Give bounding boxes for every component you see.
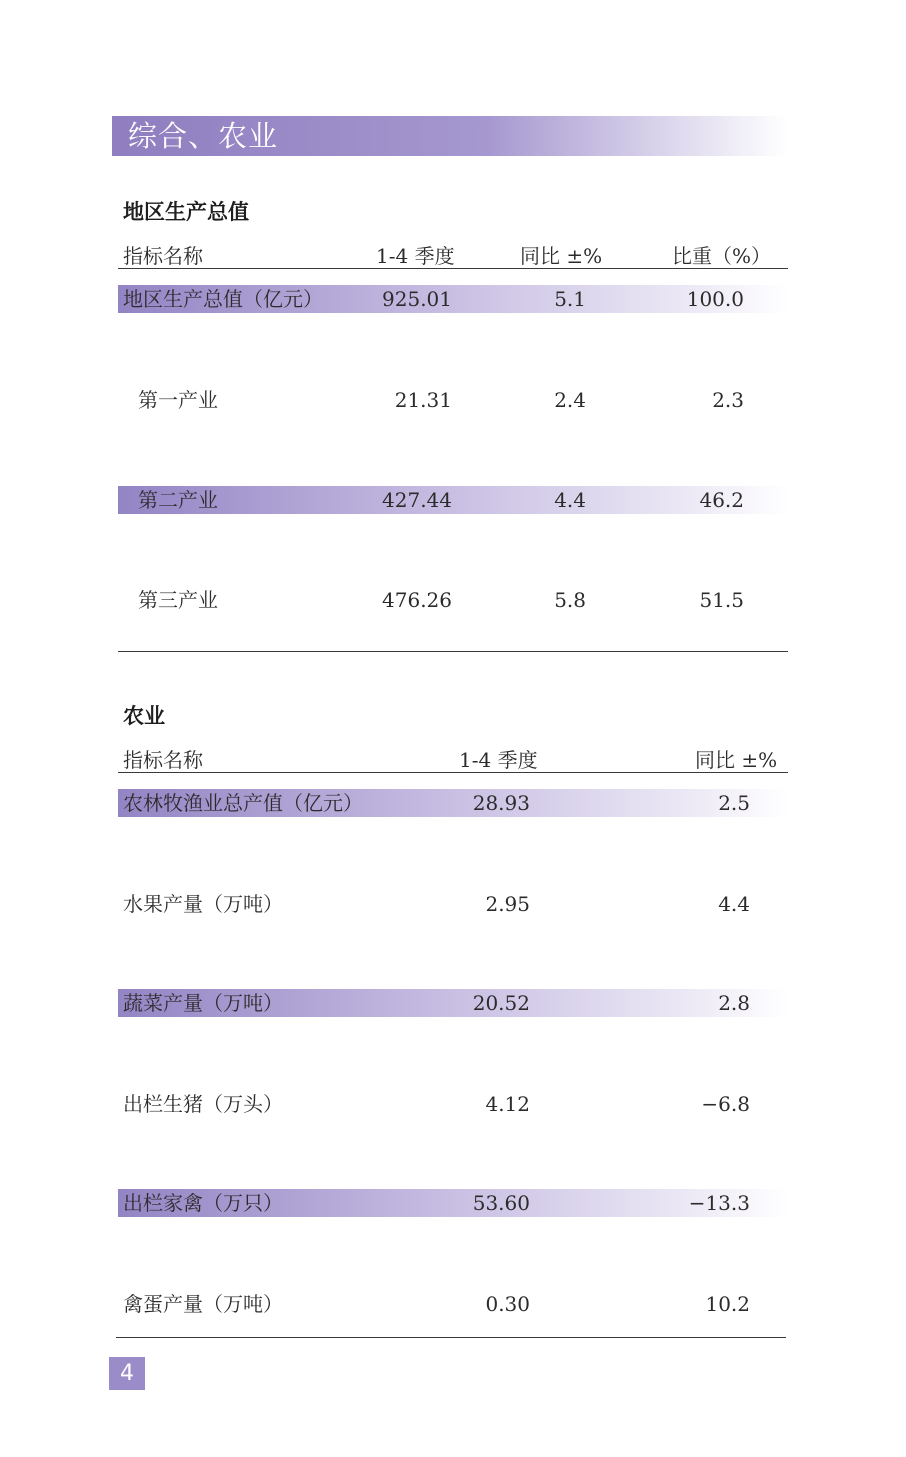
row-yoy: 5.1 xyxy=(554,287,586,311)
agri-header-yoy: 同比 ±% xyxy=(695,748,778,772)
agri-bottom-rule xyxy=(116,1337,786,1338)
table-row xyxy=(118,586,788,614)
row-yoy: −6.8 xyxy=(701,1092,750,1116)
section-title: 综合、农业 xyxy=(128,119,279,153)
row-value: 4.12 xyxy=(485,1092,530,1116)
gdp-header-period: 1-4 季度 xyxy=(376,244,455,268)
row-name: 水果产量（万吨） xyxy=(123,892,283,916)
table-row xyxy=(118,1189,788,1217)
page-number: 4 xyxy=(109,1357,145,1390)
row-name: 禽蛋产量（万吨） xyxy=(123,1292,283,1316)
row-yoy: 5.8 xyxy=(554,588,586,612)
row-name: 第三产业 xyxy=(138,588,218,612)
row-yoy: 2.5 xyxy=(718,791,750,815)
row-yoy: 4.4 xyxy=(554,488,586,512)
gdp-bottom-rule xyxy=(118,651,788,652)
row-name: 蔬菜产量（万吨） xyxy=(123,991,283,1015)
table-row xyxy=(118,1090,788,1118)
row-value: 21.31 xyxy=(394,388,452,412)
section-banner xyxy=(112,116,788,156)
row-value: 28.93 xyxy=(472,791,530,815)
agri-table-title: 农业 xyxy=(123,704,165,728)
table-row xyxy=(118,285,788,313)
row-value: 0.30 xyxy=(485,1292,530,1316)
row-share: 2.3 xyxy=(712,388,744,412)
gdp-header-rule xyxy=(118,268,788,269)
table-row xyxy=(118,386,788,414)
row-yoy: 2.8 xyxy=(718,991,750,1015)
table-row xyxy=(118,890,788,918)
row-yoy: 2.4 xyxy=(554,388,586,412)
row-value: 2.95 xyxy=(485,892,530,916)
agri-header-name: 指标名称 xyxy=(123,748,203,772)
gdp-header-share: 比重（%） xyxy=(672,244,772,268)
agri-header-rule xyxy=(118,772,788,773)
row-name: 地区生产总值（亿元） xyxy=(123,287,323,311)
row-name: 农林牧渔业总产值（亿元） xyxy=(123,791,363,815)
row-yoy: 10.2 xyxy=(705,1292,750,1316)
row-name: 出栏生猪（万头） xyxy=(123,1092,283,1116)
table-row xyxy=(118,486,788,514)
row-value: 20.52 xyxy=(472,991,530,1015)
agri-header-period: 1-4 季度 xyxy=(459,748,538,772)
row-name: 出栏家禽（万只） xyxy=(123,1191,283,1215)
row-yoy: −13.3 xyxy=(688,1191,750,1215)
row-share: 51.5 xyxy=(699,588,744,612)
row-value: 53.60 xyxy=(472,1191,530,1215)
row-share: 100.0 xyxy=(686,287,744,311)
row-name: 第二产业 xyxy=(138,488,218,512)
row-name: 第一产业 xyxy=(138,388,218,412)
row-value: 476.26 xyxy=(382,588,452,612)
table-row xyxy=(118,1290,788,1318)
row-share: 46.2 xyxy=(699,488,744,512)
row-value: 925.01 xyxy=(382,287,452,311)
table-row xyxy=(118,989,788,1017)
table-row xyxy=(118,789,788,817)
row-value: 427.44 xyxy=(382,488,452,512)
row-yoy: 4.4 xyxy=(718,892,750,916)
gdp-header-name: 指标名称 xyxy=(123,244,203,268)
gdp-table-title: 地区生产总值 xyxy=(123,200,249,224)
gdp-header-yoy: 同比 ±% xyxy=(520,244,603,268)
